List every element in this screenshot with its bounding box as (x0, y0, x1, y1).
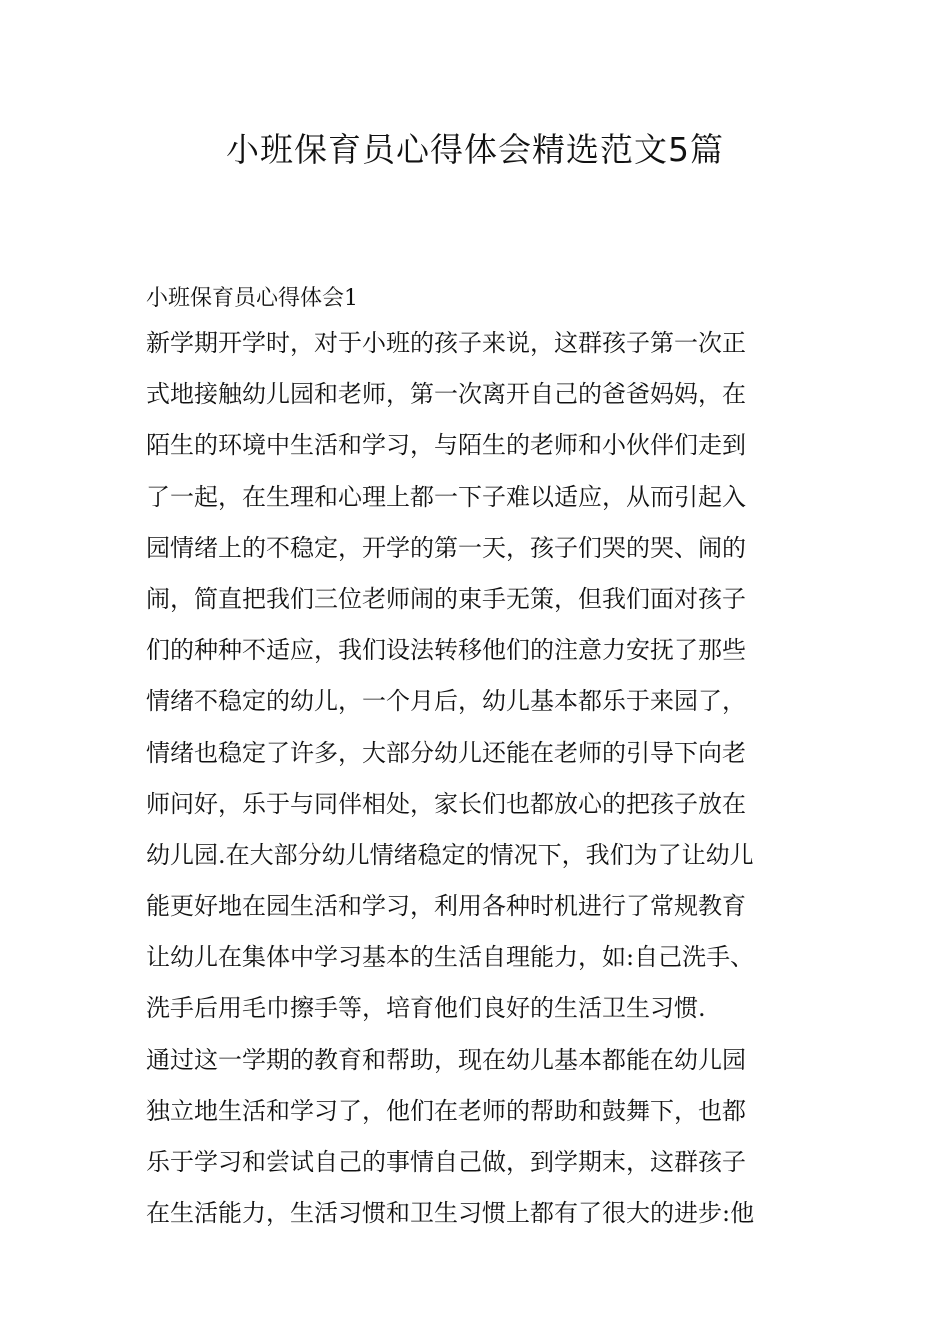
text-line: 陌生的环境中生活和学习，与陌生的老师和小伙伴们走到 (146, 431, 746, 460)
text-line: 情绪也稳定了许多，大部分幼儿还能在老师的引导下向老 (146, 738, 746, 767)
section-heading: 小班保育员心得体会1 (146, 286, 358, 311)
text-line: 式地接触幼儿园和老师，第一次离开自己的爸爸妈妈，在 (146, 380, 746, 409)
paragraph (146, 1035, 816, 1240)
text-line: 通过这一学期的教育和帮助，现在幼儿基本都能在幼儿园 (146, 1045, 746, 1074)
document-body (146, 282, 816, 1239)
text-line: 在生活能力，生活习惯和卫生习惯上都有了很大的进步:他 (146, 1199, 755, 1228)
text-line: 新学期开学时，对于小班的孩子来说，这群孩子第一次正 (146, 329, 746, 357)
text-line: 独立地生活和学习了，他们在老师的帮助和鼓舞下，也都 (146, 1096, 746, 1125)
document-title: 小班保育员心得体会精选范文5篇 (226, 130, 724, 169)
text-line: 让幼儿在集体中学习基本的生活自理能力，如:自己洗手、 (146, 943, 755, 972)
text-line: 师问好，乐于与同伴相处，家长们也都放心的把孩子放在 (146, 789, 746, 818)
text-line: 们的种种不适应，我们设法转移他们的注意力安抚了那些 (146, 636, 746, 665)
text-line: 情绪不稳定的幼儿，一个月后，幼儿基本都乐于来园了， (146, 687, 746, 716)
text-line: 能更好地在园生活和学习，利用各种时机进行了常规教育 (146, 892, 746, 921)
text-line: 闹，简直把我们三位老师闹的束手无策，但我们面对孩子 (146, 584, 746, 613)
text-line: 了一起，在生理和心理上都一下子难以适应，从而引起入 (146, 482, 746, 511)
paragraph (146, 318, 816, 1035)
text-line: 幼儿园.在大部分幼儿情绪稳定的情况下，我们为了让幼儿 (146, 840, 754, 869)
text-line: 园情绪上的不稳定，开学的第一天，孩子们哭的哭、闹的 (146, 533, 746, 562)
text-line: 乐于学习和尝试自己的事情自己做，到学期末，这群孩子 (146, 1148, 746, 1176)
text-line: 洗手后用毛巾擦手等，培育他们良好的生活卫生习惯. (146, 994, 706, 1023)
